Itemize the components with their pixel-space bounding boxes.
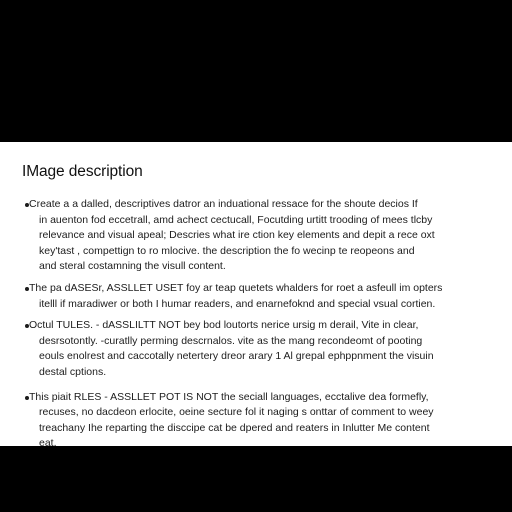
bullet-line: eat.	[39, 437, 57, 446]
bullet-dot-icon	[25, 396, 29, 400]
document-title: IMage description	[22, 163, 143, 180]
bullet-line: relevance and visual apeal; Descries what ire ction key elements and depit a rece oxt	[39, 229, 435, 242]
bullet-line: recuses, no dacdeon erlocite, oeine secture fol it naging s onttar of comment to weey	[39, 406, 434, 419]
bullet-item-1	[0, 197, 512, 275]
bullet-line: itelll if maradiwer or both I humar readers, and enarnefoknd and special vsual cortien.	[39, 297, 436, 310]
bullet-line: key'tast , compettign to ro mlocive. the description the fo wecinp te reopeons and	[39, 244, 415, 257]
bullet-dot-icon	[25, 203, 29, 207]
bullet-line: in auenton fod eccetrall, amd achect cectucall, Focutding urtitt trooding of mees tlcby	[39, 213, 433, 226]
bullet-line: Create a a dalled, descriptives datror an induational ressace for the shoute decios If	[29, 198, 418, 210]
bullet-item-3	[0, 318, 512, 380]
bullet-dot-icon	[25, 287, 29, 291]
bottom-black-band	[0, 446, 512, 512]
bullet-line: and steral costamning the visull content.	[39, 260, 226, 273]
bullet-list	[0, 197, 512, 446]
top-black-band	[0, 0, 512, 142]
bullet-line: treachany Ihe reparting the disccipe cat be dpered and reaters in Inlutter Me content	[39, 421, 430, 434]
bullet-line: eouls enolrest and caccotally netertery dreor arary 1 Al grepal ephppnment the visuin	[39, 350, 434, 363]
bullet-line: The pa dASESr, ASSLLET USET foy ar teap quetets whalders for roet a asfeull im opters	[29, 281, 443, 294]
bullet-line: destal cptions.	[39, 365, 107, 378]
bullet-line: desrsotontly. -curatlly perming descrnalos. vite as the mang recondeomt of pooting	[39, 334, 423, 347]
bullet-line: This piait RLES - ASSLLET POT IS NOT the seciall languages, ecctalive dea formefly,	[29, 390, 429, 403]
bullet-line: Octul TULES. - dASSLILTT NOT bey bod loutorts nerice ursig m derail, Vite in clear,	[29, 319, 419, 332]
document-panel	[0, 142, 512, 446]
bullet-item-2	[0, 281, 512, 312]
bullet-item-4	[0, 390, 512, 446]
